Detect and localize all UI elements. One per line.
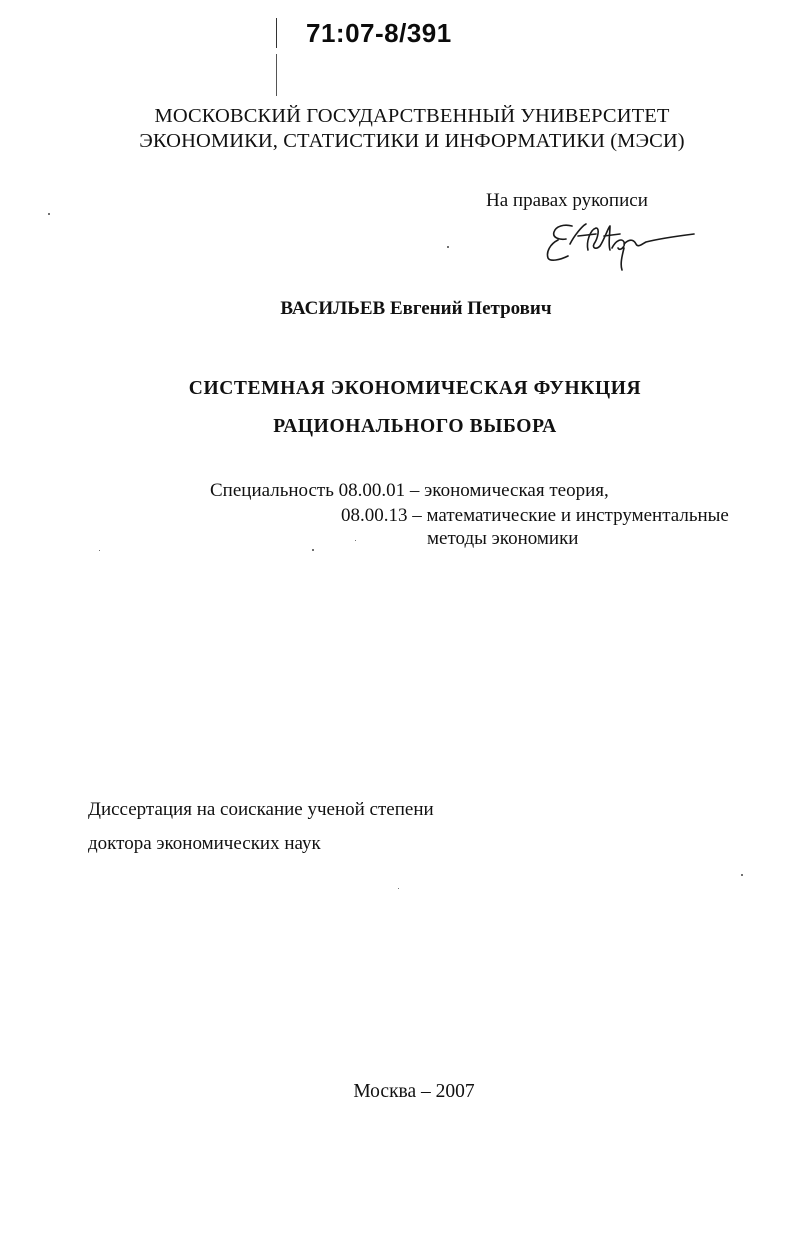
specialty-line-3: методы экономики — [427, 528, 579, 549]
title-line-2: РАЦИОНАЛЬНОГО ВЫБОРА — [273, 416, 557, 437]
specialty-line-1: Специальность 08.00.01 – экономическая теория, — [210, 480, 609, 501]
city-year — [0, 1081, 798, 1103]
scan-speck — [447, 246, 449, 248]
university-header — [0, 104, 798, 154]
archive-number: 71:07-8/391 — [306, 18, 452, 48]
scan-speck — [741, 874, 743, 876]
dissertation-title — [0, 370, 798, 446]
signature-image — [538, 214, 698, 274]
scan-speck — [398, 888, 399, 889]
degree-statement — [88, 793, 434, 861]
scan-speck — [48, 213, 50, 215]
city-year-text: Москва – 2007 — [353, 1081, 475, 1102]
manuscript-label: На правах рукописи — [486, 190, 648, 211]
university-line-1: МОСКОВСКИЙ ГОСУДАРСТВЕННЫЙ УНИВЕРСИТЕТ — [154, 105, 670, 127]
scan-speck — [355, 540, 356, 541]
author-name-text: ВАСИЛЬЕВ Евгений Петрович — [280, 298, 552, 319]
title-line-1: СИСТЕМНАЯ ЭКОНОМИЧЕСКАЯ ФУНКЦИЯ — [188, 378, 642, 399]
author-name — [0, 298, 798, 320]
specialty-line-2: 08.00.13 – математические и инструментальные — [341, 505, 729, 526]
degree-line-2: доктора экономических наук — [88, 833, 321, 854]
scan-edge-mark — [276, 54, 277, 96]
scan-edge-mark — [276, 18, 277, 48]
scan-speck — [312, 549, 314, 551]
university-line-2: ЭКОНОМИКИ, СТАТИСТИКИ И ИНФОРМАТИКИ (МЭСИ) — [139, 130, 685, 152]
scan-speck — [99, 550, 100, 551]
degree-line-1: Диссертация на соискание ученой степени — [88, 799, 434, 820]
